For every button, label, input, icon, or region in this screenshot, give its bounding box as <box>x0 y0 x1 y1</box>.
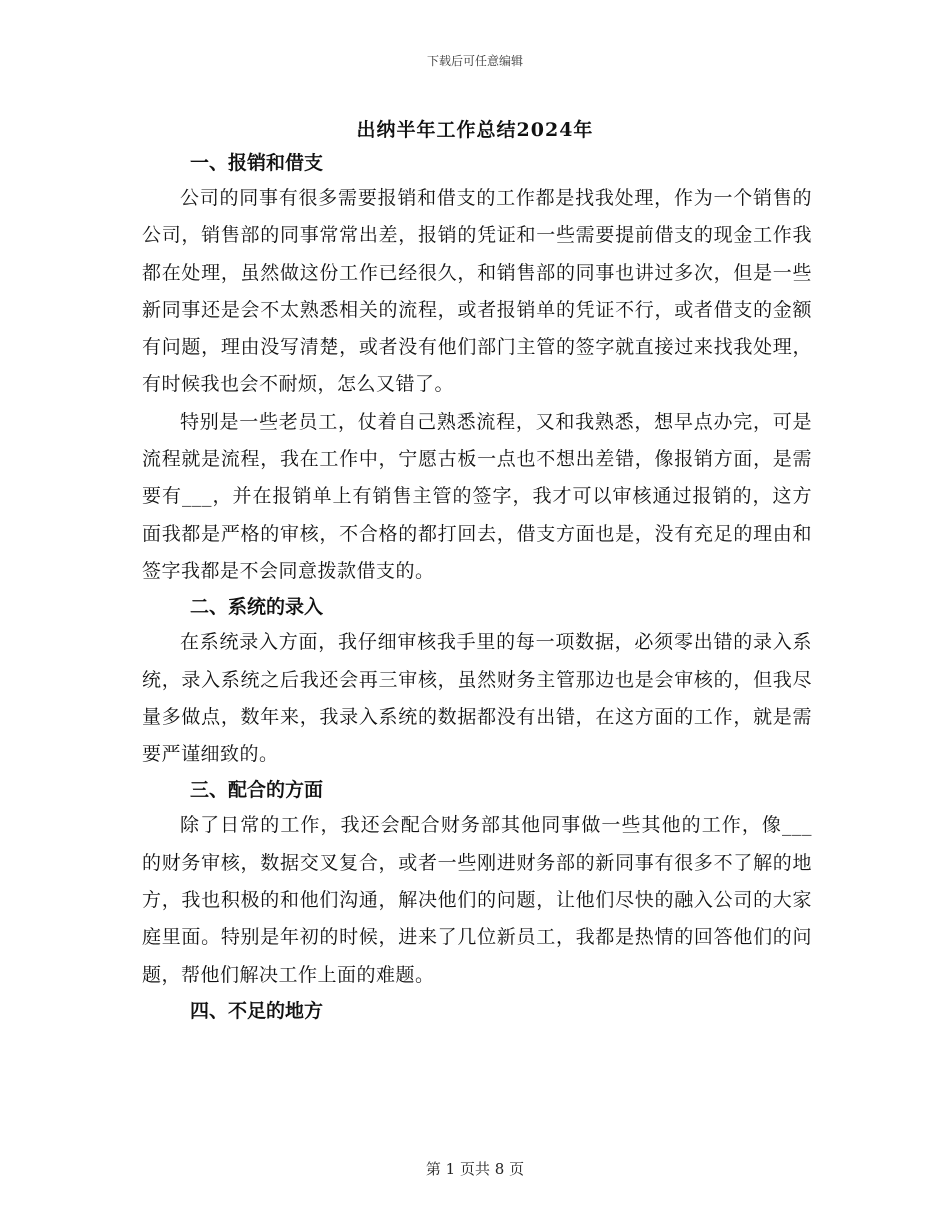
section-heading: 三、配合的方面 <box>190 779 324 802</box>
paragraph: 在系统录入方面，我仔细审核我手里的每一项数据，必须零出错的录入系统，录入系统之后我还会再三审核，虽然财务主管那边也是会审核的，但我尽量多做点，数年来，我录入系统的数据都没有出错，在这方面的工作，就是需要严谨细致的。 <box>142 631 812 766</box>
section-heading: 四、不足的地方 <box>190 999 324 1022</box>
paragraph: 除了日常的工作，我还会配合财务部其他同事做一些其他的工作，像___的财务审核，数据交叉复合，或者一些刚进财务部的新同事有很多不了解的地方，我也积极的和他们沟通，解决他们的问题，让他们尽快的融入公司的大家庭里面。特别是年初的时候，进来了几位新员工，我都是热情的回答他们的问题，帮他们解决工作上面的难题。 <box>142 814 812 986</box>
header-note: 下载后可任意编辑 <box>426 54 523 68</box>
document-body <box>142 150 812 1028</box>
document-title: 出纳半年工作总结2024年 <box>356 119 594 141</box>
section-heading: 一、报销和借支 <box>190 152 324 174</box>
page-footer: 第 1 页共 8 页 <box>425 1160 525 1178</box>
section-heading: 二、系统的录入 <box>190 596 324 619</box>
paragraph: 特别是一些老员工，仗着自己熟悉流程，又和我熟悉，想早点办完，可是流程就是流程，我在工作中，宁愿古板一点也不想出差错，像报销方面，是需要有___，并在报销单上有销售主管的签字，我才可以审核通过报销的，这方面我都是严格的审核，不合格的都打回去，借支方面也是，没有充足的理由和签字我都是不会同意拨款借支的。 <box>142 410 812 582</box>
paragraph: 公司的同事有很多需要报销和借支的工作都是找我处理，作为一个销售的公司，销售部的同事常常出差，报销的凭证和一些需要提前借支的现金工作我都在处理，虽然做这份工作已经很久，和销售部的同事也讲过多次，但是一些新同事还是会不太熟悉相关的流程，或者报销单的凭证不行，或者借支的金额有问题，理由没写清楚，或者没有他们部门主管的签字就直接过来找我处理，有时候我也会不耐烦，怎么又错了。 <box>142 187 812 396</box>
